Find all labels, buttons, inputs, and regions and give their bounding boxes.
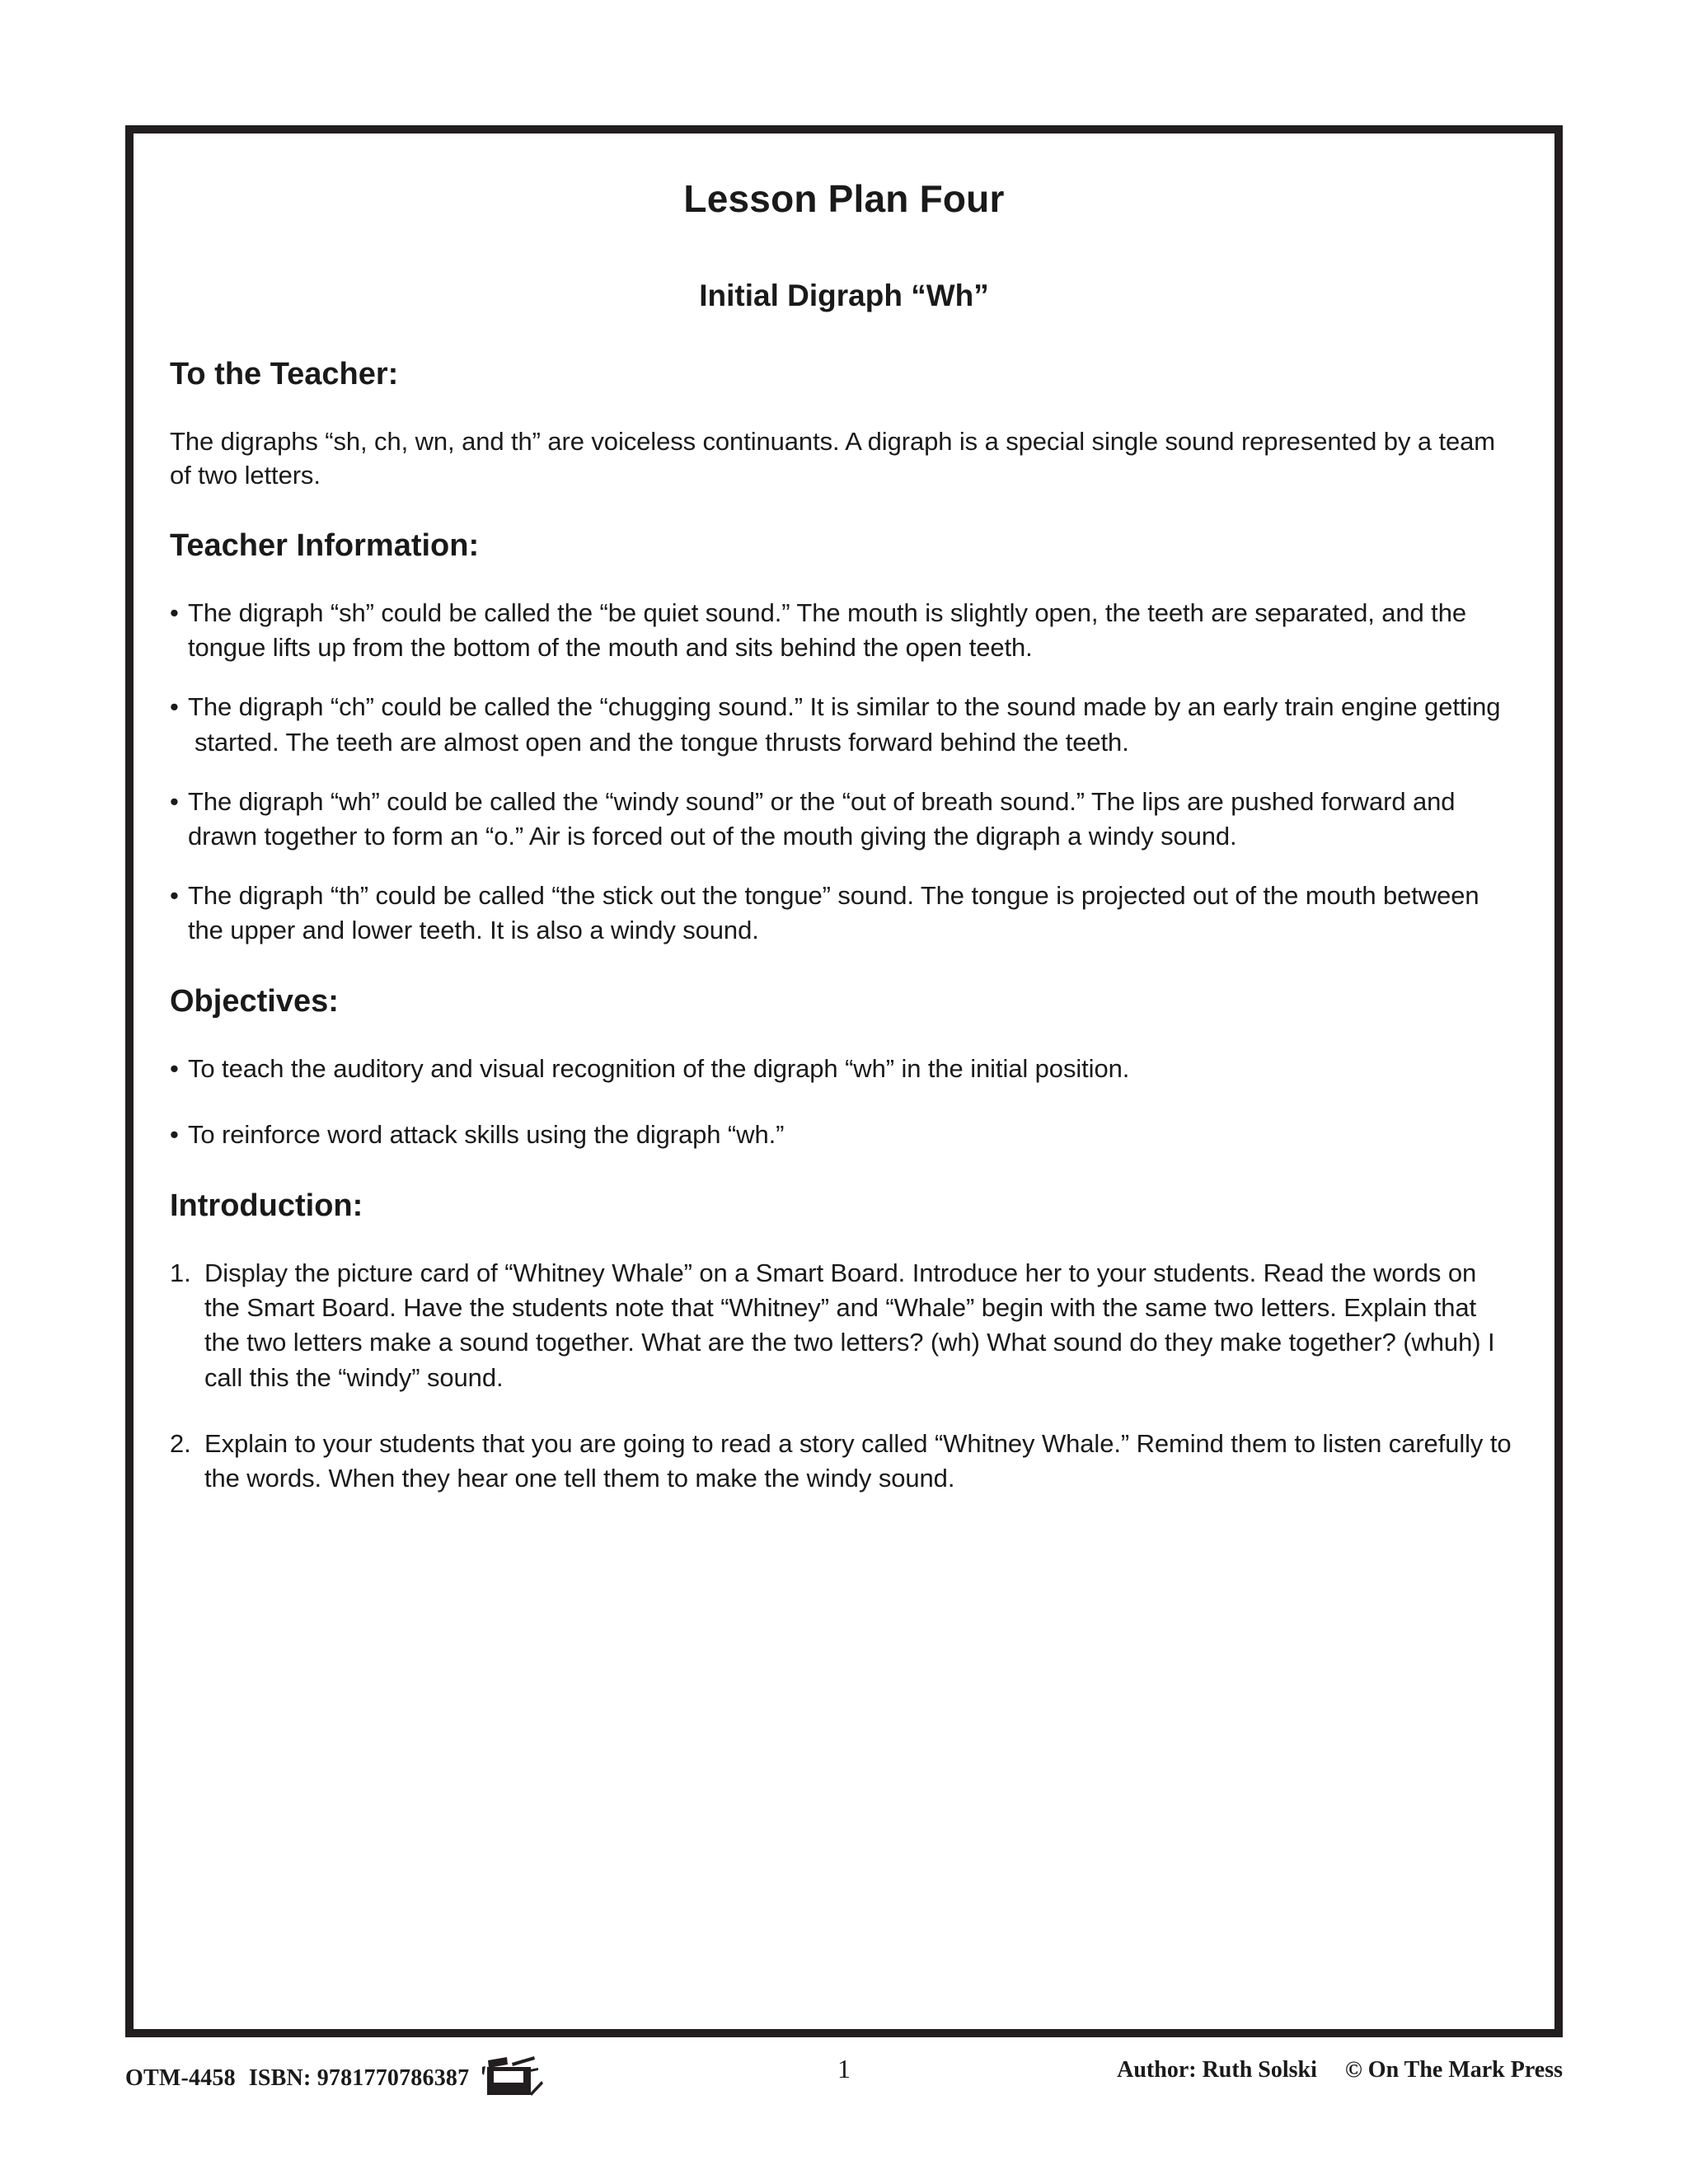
numbered-list-item (170, 1427, 1518, 1496)
product-code: OTM-4458 (125, 2065, 236, 2091)
spacer (170, 948, 1518, 984)
numbered-list-item-text: Display the picture card of “Whitney Whale” on a Smart Board. Introduce her to your students. Read the words on the Smart Board. Have the students note that “Whitney” and “Whale” begin with the same two letters. Explain that the two letters make a sound together. What are the two letters? (wh) What sound do they make together? (whuh) I call this the “windy” sound. (204, 1258, 1495, 1392)
list-item (170, 596, 1518, 665)
bullet-marker-icon: • (170, 1054, 179, 1084)
author-credit: Author: Ruth Solski (1117, 2057, 1317, 2083)
spacer (170, 1395, 1518, 1427)
page-subtitle: Initial Digraph “Wh” (699, 278, 989, 312)
spacer (170, 312, 1518, 357)
spacer (170, 492, 1518, 528)
numbered-list-item (170, 1256, 1518, 1395)
list-item-text: To reinforce word attack skills using the digraph “wh.” (188, 1120, 785, 1150)
section-heading-objectives: Objectives: (170, 984, 339, 1019)
spacer (170, 854, 1518, 879)
section-heading-to-the-teacher: To the Teacher: (170, 357, 399, 392)
spacer (170, 1152, 1518, 1188)
list-number: 1. (170, 1258, 191, 1288)
page-number: 1 (837, 2054, 851, 2083)
bullet-marker-icon: • (170, 692, 179, 722)
section-heading-teacher-information: Teacher Information: (170, 528, 480, 564)
bullet-marker-icon: • (170, 786, 179, 816)
footer-credits-group (1117, 2057, 1563, 2083)
list-number: 2. (170, 1428, 191, 1458)
list-item-text: The digraph “wh” could be called the “windy sound” or the “out of breath sound.” The lips are pushed forward and drawn together to form an “o.” Air is forced out of the mouth giving the digraph a windy sound. (188, 786, 1456, 851)
spacer (170, 1225, 1518, 1256)
isbn: ISBN: 9781770786387 (248, 2065, 470, 2091)
list-item (170, 1052, 1518, 1086)
list-item-text: The digraph “th” could be called “the stick out the tongue” sound. The tongue is projected out of the mouth between the upper and lower teeth. It is also a windy sound. (188, 881, 1479, 945)
list-item-text: The digraph “ch” could be called the “chugging sound.” It is similar to the sound made by an early train engine getting started. The teeth are almost open and the tongue thrusts forward behind the teeth. (188, 692, 1501, 757)
spacer (170, 1086, 1518, 1118)
list-item-text: To teach the auditory and visual recognition of the digraph “wh” in the initial position. (188, 1054, 1130, 1084)
bullet-marker-icon: • (170, 1120, 179, 1150)
spacer (170, 565, 1518, 596)
numbered-list-item-text: Explain to your students that you are going to read a story called “Whitney Whale.” Remind them to listen carefully to the words. When they hear one tell them to make the windy sound. (204, 1428, 1512, 1493)
list-item (170, 785, 1518, 854)
spacer (170, 665, 1518, 690)
spacer (170, 760, 1518, 785)
spacer (170, 1020, 1518, 1052)
content-frame (125, 125, 1563, 2037)
content-body (134, 134, 1554, 2029)
page-footer (125, 2052, 1563, 2102)
bullet-marker-icon: • (170, 881, 179, 911)
section-heading-introduction: Introduction: (170, 1188, 363, 1224)
bullet-marker-icon: • (170, 598, 179, 628)
list-item (170, 690, 1518, 759)
list-item-text: The digraph “sh” could be called the “be quiet sound.” The mouth is slightly open, the teeth are separated, and the tongue lifts up from the bottom of the mouth and sits behind the open teeth. (188, 598, 1466, 663)
list-item (170, 879, 1518, 948)
copyright-notice: © On The Mark Press (1344, 2057, 1563, 2083)
spacer (170, 393, 1518, 424)
to-the-teacher-paragraph: The digraphs “sh, ch, wn, and th” are voiceless continuants. A digraph is a special single sound represented by a team of two letters. (170, 426, 1496, 490)
list-item (170, 1118, 1518, 1152)
page-title: Lesson Plan Four (683, 177, 1005, 220)
